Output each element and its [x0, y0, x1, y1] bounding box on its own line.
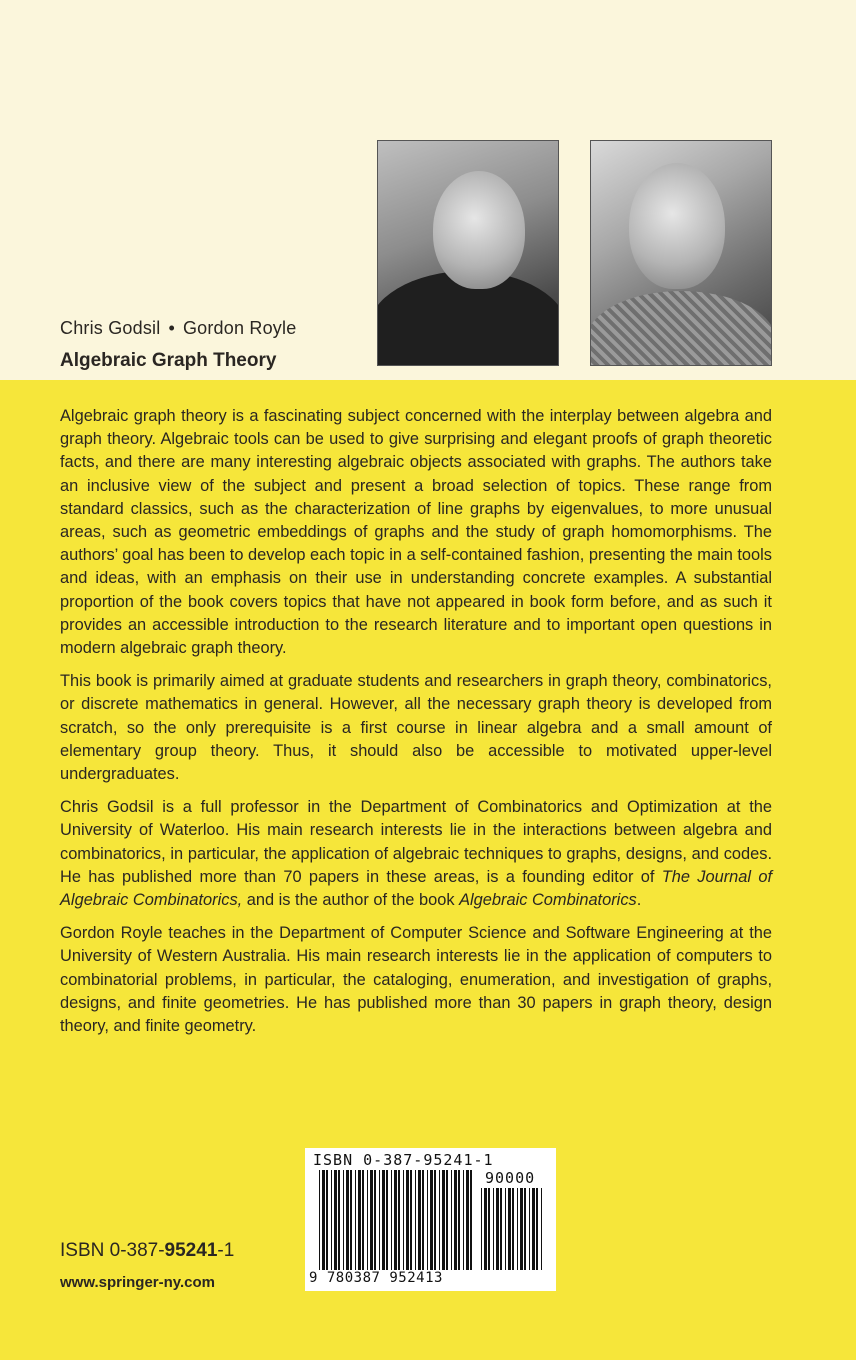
photo-head [629, 163, 725, 289]
barcode-bar [410, 1170, 412, 1270]
paragraph-royle: Gordon Royle teaches in the Department of Computer Science and Software Engineering at the University of Western Australia. His main research interests lie in the application of computers to combinatorial problems, in particular, the cataloging, enumeration, and investigation of graphs, designs, and finite geometries. He has published more than 30 papers in graph theory, design theory, and finite geometry. [60, 924, 772, 1036]
author-photo-godsil [377, 140, 559, 366]
barcode-bars [319, 1170, 475, 1270]
barcode-bar [524, 1188, 526, 1270]
barcode-bar [415, 1170, 416, 1270]
author-separator: • [168, 318, 175, 338]
barcode-bar [508, 1188, 511, 1270]
barcode-bar [484, 1188, 487, 1270]
barcode-bar [346, 1170, 349, 1270]
barcode-bar [406, 1170, 409, 1270]
barcode-bar [446, 1170, 448, 1270]
text: and is the author of the book [242, 891, 460, 910]
barcode-bar [427, 1170, 428, 1270]
barcode-bar [343, 1170, 344, 1270]
barcode-bar [442, 1170, 445, 1270]
barcode-bar [355, 1170, 356, 1270]
barcode-bar [350, 1170, 352, 1270]
barcode-bar [493, 1188, 494, 1270]
barcode-bar [520, 1188, 523, 1270]
barcode-bar [451, 1170, 452, 1270]
isbn-prefix: ISBN 0-387- [60, 1240, 165, 1261]
barcode-bar [367, 1170, 368, 1270]
text: Chris Godsil is a full professor in the Department of Combinatorics and Optimization at the University of Waterloo. His main research interests lie in the interactions between algebra and combinatorics, in particular, the application of algebraic techniques to graphs, designs, and codes. He has published more than 70 papers in these areas, is a founding editor of [60, 798, 772, 886]
isbn-label [60, 1240, 234, 1262]
barcode-bar [481, 1188, 482, 1270]
author-names [60, 318, 296, 339]
barcode-bar [379, 1170, 380, 1270]
barcode-bar [439, 1170, 440, 1270]
barcode-bar [391, 1170, 392, 1270]
book-title: Algebraic Graph Theory [60, 350, 277, 371]
barcode-bar [358, 1170, 361, 1270]
barcode-bar [338, 1170, 340, 1270]
barcode-bar [362, 1170, 364, 1270]
barcode-bar [517, 1188, 518, 1270]
barcode-bar [532, 1188, 535, 1270]
barcode-bar [370, 1170, 373, 1270]
barcode-bar [541, 1188, 542, 1270]
publisher-website: www.springer-ny.com [60, 1274, 216, 1291]
barcode-bar [386, 1170, 388, 1270]
photo-shoulders [590, 291, 772, 366]
barcode-bar [458, 1170, 460, 1270]
barcode-bar [398, 1170, 400, 1270]
barcode-bar [454, 1170, 457, 1270]
barcode-digits: 9 780387 952413 [309, 1270, 443, 1286]
barcode-bar [422, 1170, 424, 1270]
barcode-bar [322, 1170, 325, 1270]
barcode-bar [394, 1170, 397, 1270]
description [60, 405, 772, 1048]
text: . [636, 891, 642, 910]
barcode-supplement-bars [481, 1188, 545, 1270]
barcode-bar [418, 1170, 421, 1270]
barcode-bar [466, 1170, 469, 1270]
barcode-bar [488, 1188, 490, 1270]
barcode-bar [500, 1188, 502, 1270]
paragraph-godsil [60, 796, 772, 912]
photo-head [433, 171, 525, 289]
barcode-bar [536, 1188, 538, 1270]
barcode-bar [403, 1170, 404, 1270]
barcode-bar [463, 1170, 464, 1270]
isbn-suffix: -1 [217, 1240, 235, 1261]
book-reference: Algebraic Combinatorics [459, 891, 637, 910]
barcode-isbn: ISBN 0-387-95241-1 [313, 1151, 494, 1169]
barcode-bar [319, 1170, 320, 1270]
barcode-bar [505, 1188, 506, 1270]
barcode-bar [434, 1170, 436, 1270]
barcode-bar [496, 1188, 499, 1270]
barcode-bar [326, 1170, 328, 1270]
barcode-bar [331, 1170, 332, 1270]
journal-title: The Journal of Algebraic Combinatorics, [60, 867, 773, 910]
paragraph-audience: This book is primarily aimed at graduate students and researchers in graph theory, combinatorics, or discrete mathematics in general. However, all the necessary graph theory is developed from scratch, so the only prerequisite is a first course in linear algebra and a small amount of elementary group theory. Thus, it should also be accessible to motivated upper-level undergraduates. [60, 672, 772, 784]
barcode-bar [470, 1170, 472, 1270]
barcode-bar [512, 1188, 514, 1270]
author-name: Chris Godsil [60, 318, 161, 338]
barcode [305, 1148, 556, 1291]
barcode-bar [430, 1170, 433, 1270]
barcode-bar [382, 1170, 385, 1270]
barcode-supplement: 90000 [485, 1169, 536, 1187]
barcode-bar [334, 1170, 337, 1270]
author-name: Gordon Royle [182, 318, 297, 338]
author-photo-royle [590, 140, 772, 366]
isbn-bold: 95241 [164, 1240, 218, 1261]
barcode-bar [374, 1170, 376, 1270]
barcode-bar [529, 1188, 530, 1270]
paragraph-intro: Algebraic graph theory is a fascinating subject concerned with the interplay between algebra and graph theory. Algebraic tools can be used to give surprising and elegant proofs of graph theoretic facts, and there are many interesting algebraic objects associated with graphs. The authors take an inclusive view of the subject and present a broad selection of topics. These range from standard classics, such as the characterization of line graphs by eigenvalues, to more unusual areas, such as geometric embeddings of graphs and the study of graph homomorphisms. The authors’ goal has been to develop each topic in a self-contained fashion, presenting the main tools and ideas, with an emphasis on their use in understanding concrete examples. A substantial proportion of the book covers topics that have not appeared in book form before, and as such it provides an accessible introduction to the research literature and to important open questions in modern algebraic graph theory. [60, 407, 772, 658]
